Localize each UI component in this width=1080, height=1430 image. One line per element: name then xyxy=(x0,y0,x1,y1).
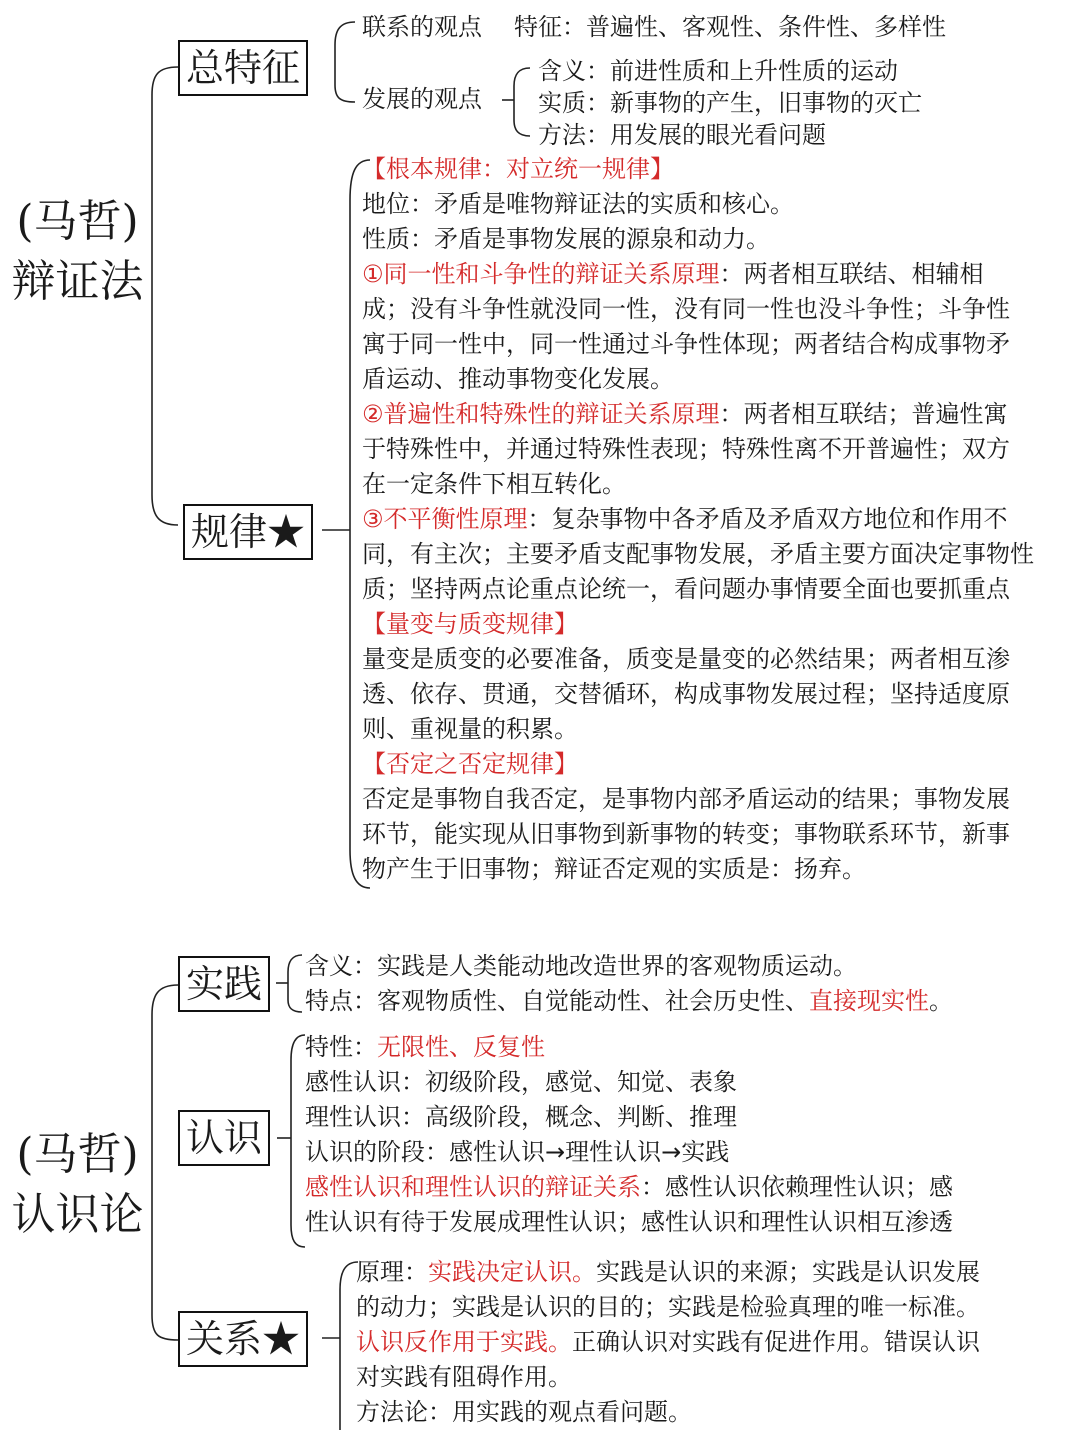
law-heading-negation: 【否定之否定规律】 xyxy=(362,750,578,778)
quantity-line3: 则、重视量的积累。 xyxy=(362,715,578,743)
quantity-line2: 透、依存、贯通，交替循环，构成事物发展过程；坚持适度原 xyxy=(362,680,1010,708)
principle-1-line3: 寓于同一性中，同一性通过斗争性体现；两者结合构成事物矛 xyxy=(362,330,1010,358)
laws-box: 规律★ xyxy=(183,504,313,560)
cognition-properties-highlight: 无限性、反复性 xyxy=(377,1033,545,1061)
practice-features: 特点：客观物质性、自觉能动性、社会历史性、直接现实性。 xyxy=(305,987,953,1015)
perceptual-cognition: 感性认识：初级阶段，感觉、知觉、表象 xyxy=(305,1068,737,1096)
quantity-line1: 量变是质变的必要准备，质变是量变的必然结果；两者相互渗 xyxy=(362,645,1010,673)
principle-2-line2: 于特殊性中，并通过特殊性表现；特殊性离不开普遍性；双方 xyxy=(362,435,1010,463)
law-heading-quantity: 【量变与质变规律】 xyxy=(362,610,578,638)
negation-line1: 否定是事物自我否定，是事物内部矛盾运动的结果；事物发展 xyxy=(362,785,1010,813)
epistemology-title-line2: 认识论 xyxy=(11,1189,144,1240)
principle-2-line1: ②普遍性和特殊性的辩证关系原理：两者相互联结；普遍性寓 xyxy=(362,400,1008,428)
epistemology-title xyxy=(10,1125,145,1245)
epistemology-main-bracket xyxy=(152,985,178,1340)
principle-3-line3: 质；坚持两点论重点论统一，看问题办事情要全面也要抓重点 xyxy=(362,575,1010,603)
cognition-relation-line2: 性认识有待于发展成理性认识；感性认识和理性认识相互渗透 xyxy=(305,1208,953,1236)
connection-view-name: 联系的观点 xyxy=(362,13,482,41)
law-heading-unity: 【根本规律：对立统一规律】 xyxy=(362,155,674,183)
development-method: 方法：用发展的眼光看问题 xyxy=(538,121,826,149)
development-view-name: 发展的观点 xyxy=(362,85,482,113)
negation-line2: 环节，能实现从旧事物到新事物的转变；事物联系环节，新事 xyxy=(362,820,1010,848)
relation-content xyxy=(356,1255,980,1430)
general-features-box: 总特征 xyxy=(178,40,308,96)
dialectics-main-bracket xyxy=(152,67,178,525)
general-bracket xyxy=(335,22,355,102)
relation-reaction-highlight: 认识反作用于实践。 xyxy=(356,1328,572,1356)
cognition-relation-line1: 感性认识和理性认识的辩证关系：感性认识依赖理性认识；感 xyxy=(305,1173,953,1201)
relation-reaction-line1: 认识反作用于实践。正确认识对实践有促进作用。错误认识 xyxy=(356,1328,980,1356)
cognition-bracket xyxy=(291,1035,305,1247)
negation-line3: 物产生于旧事物；辩证否定观的实质是：扬弃。 xyxy=(362,855,866,883)
epistemology-title-line1: (马哲) xyxy=(16,1129,139,1180)
practice-bracket xyxy=(288,955,302,1012)
cognition-properties: 特性：无限性、反复性 xyxy=(305,1033,545,1061)
principle-1-line1: ①同一性和斗争性的辩证关系原理：两者相互联结、相辅相 xyxy=(362,260,984,288)
rational-cognition: 理性认识：高级阶段，概念、判断、推理 xyxy=(305,1103,737,1131)
practice-content xyxy=(305,949,953,1019)
relation-principle-line2: 的动力；实践是认识的目的；实践是检验真理的唯一标准。 xyxy=(356,1293,980,1321)
dialectics-title-line1: (马哲) xyxy=(16,196,139,247)
relation-principle-highlight: 实践决定认识。 xyxy=(428,1258,596,1286)
principle-2-title: ②普遍性和特殊性的辩证关系原理 xyxy=(362,400,720,428)
development-essence: 实质：新事物的产生，旧事物的灭亡 xyxy=(538,89,922,117)
dialectics-title-line2: 辩证法 xyxy=(11,256,144,307)
practice-feature-highlight: 直接现实性 xyxy=(809,987,929,1015)
relation-methodology: 方法论：用实践的观点看问题。 xyxy=(356,1398,692,1426)
practice-meaning: 含义：实践是人类能动地改造世界的客观物质运动。 xyxy=(305,952,857,980)
relation-reaction-line2: 对实践有阻碍作用。 xyxy=(356,1363,572,1391)
principle-2-line3: 在一定条件下相互转化。 xyxy=(362,470,626,498)
relation-box: 关系★ xyxy=(178,1311,308,1367)
principle-1-title: ①同一性和斗争性的辩证关系原理 xyxy=(362,260,720,288)
contradiction-position: 地位：矛盾是唯物辩证法的实质和核心。 xyxy=(362,190,794,218)
cognition-stages: 认识的阶段：感性认识→理性认识→实践 xyxy=(305,1138,730,1166)
principle-3-title: ③不平衡性原理 xyxy=(362,505,528,533)
development-bracket xyxy=(514,68,530,136)
practice-box: 实践 xyxy=(178,956,270,1012)
cognition-relation-title: 感性认识和理性认识的辩证关系 xyxy=(305,1173,641,1201)
cognition-box: 认识 xyxy=(178,1110,270,1166)
principle-1-line4: 盾运动、推动事物变化发展。 xyxy=(362,365,674,393)
connection-view xyxy=(362,10,946,45)
connection-view-features: 特征：普遍性、客观性、条件性、多样性 xyxy=(514,13,946,41)
dialectics-title xyxy=(10,192,145,312)
laws-content xyxy=(362,152,1034,887)
principle-3-line2: 同，有主次；主要矛盾支配事物发展，矛盾主要方面决定事物性 xyxy=(362,540,1034,568)
principle-3-line1: ③不平衡性原理：复杂事物中各矛盾及矛盾双方地位和作用不 xyxy=(362,505,1008,533)
relation-principle-line1: 原理：实践决定认识。实践是认识的来源；实践是认识发展 xyxy=(356,1258,980,1286)
cognition-content xyxy=(305,1030,953,1240)
contradiction-nature: 性质：矛盾是事物发展的源泉和动力。 xyxy=(362,225,770,253)
development-meaning: 含义：前进性质和上升性质的运动 xyxy=(538,57,898,85)
principle-1-line2: 成；没有斗争性就没同一性，没有同一性也没斗争性；斗争性 xyxy=(362,295,1010,323)
